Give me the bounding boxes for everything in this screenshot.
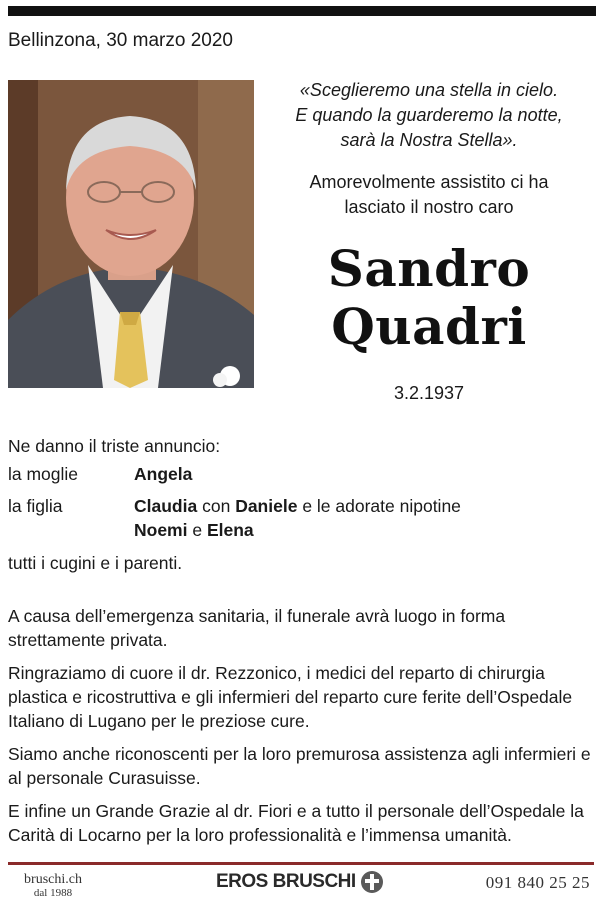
wife-name: Angela bbox=[134, 464, 193, 484]
quote-line: sarà la Nostra Stella». bbox=[340, 130, 518, 150]
birth-date: 3.2.1937 bbox=[393, 383, 465, 403]
connector: e bbox=[192, 520, 203, 540]
grandchild-name: Noemi bbox=[134, 520, 188, 540]
top-rule bbox=[8, 6, 596, 16]
daughter-family bbox=[134, 494, 594, 542]
grandchild-name: Elena bbox=[206, 520, 254, 540]
agency-website: bruschi.ch bbox=[24, 872, 82, 887]
funeral-notice-paragraph: A causa dell’emergenza sanitaria, il funerale avrà luogo in forma strettamente privata. bbox=[8, 606, 506, 650]
announcement-heading: Ne danno il triste annuncio: bbox=[8, 436, 221, 456]
quote-line: «Sceglieremo una stella in cielo. bbox=[299, 80, 559, 100]
portrait-photo bbox=[8, 80, 254, 388]
last-name: Quadri bbox=[331, 297, 527, 356]
grandchildren-text: e le adorate nipotine bbox=[302, 496, 461, 516]
intro-line: lasciato il nostro caro bbox=[344, 197, 514, 217]
memorial-quote bbox=[268, 78, 590, 153]
daughter-name: Claudia bbox=[134, 496, 198, 516]
son-in-law-name: Daniele bbox=[235, 496, 298, 516]
cross-icon bbox=[360, 870, 384, 894]
wife-role: la moglie bbox=[8, 464, 79, 484]
agency-website-logo bbox=[8, 872, 98, 899]
thanks-paragraph: Ringraziamo di cuore il dr. Rezzonico, i medici del reparto di chirurgia plastica e ricostruttiva e gli infermieri del reparto cure ferite dell’Ospedale Italiano di Lugano per le preziose cure. bbox=[8, 663, 573, 731]
agency-name: EROS BRUSCHI bbox=[216, 871, 356, 892]
footer-rule bbox=[8, 862, 594, 865]
intro-text bbox=[268, 170, 590, 220]
final-thanks-paragraph: E infine un Grande Grazie al dr. Fiori e a tutto il personale dell’Ospedale la Carità di Locarno per la loro professionalità e l’immensa umanità. bbox=[8, 801, 584, 845]
agency-phone: 091 840 25 25 bbox=[485, 873, 590, 892]
first-name: Sandro bbox=[327, 239, 531, 298]
other-relatives: tutti i cugini e i parenti. bbox=[8, 553, 183, 573]
intro-line: Amorevolmente assistito ci ha bbox=[309, 172, 549, 192]
agency-logo bbox=[216, 870, 384, 894]
deceased-name bbox=[268, 240, 590, 356]
quote-line: E quando la guarderemo la notte, bbox=[295, 105, 563, 125]
daughter-row bbox=[8, 494, 594, 542]
gratitude-paragraph: Siamo anche riconoscenti per la loro premurosa assistenza agli infermieri e al personale Curasuisse. bbox=[8, 744, 591, 788]
agency-since: dal 1988 bbox=[33, 887, 73, 899]
daughter-role: la figlia bbox=[8, 496, 63, 516]
place-date: Bellinzona, 30 marzo 2020 bbox=[8, 30, 233, 51]
wife-row bbox=[8, 462, 594, 486]
connector: con bbox=[202, 496, 231, 516]
